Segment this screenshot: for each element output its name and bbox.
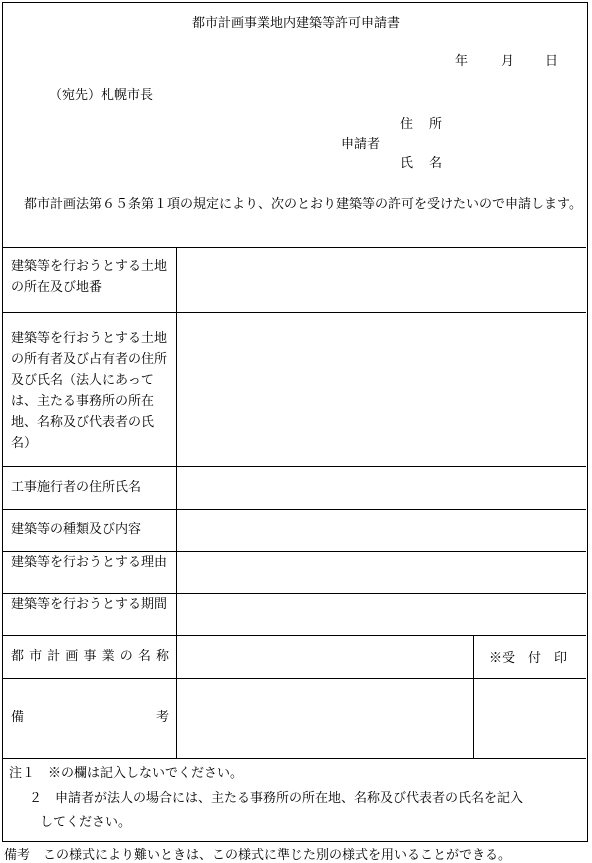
table-border [3,551,586,552]
table-border [3,593,586,594]
table-border [3,678,586,679]
applicant-name-label: 氏名 [400,156,459,171]
table-border [3,466,586,467]
date-year: 年 [455,54,469,69]
note-2-line1: ２ 申請者が法人の場合には、主たる事務所の所在地、名称及び代表者の氏名を記入 [29,791,524,806]
note-1: 注１ ※の欄は記入しないでください。 [9,766,244,781]
note-2-line2: してください。 [40,815,132,830]
row-label-reason: 建築等を行おうとする理由 [11,555,168,570]
reception-stamp-label: ※受 付 印 [489,651,568,666]
application-statement: 都市計画法第６５条第１項の規定により、次のとおり建築等の許可を受けたいので申請します。 [24,197,582,212]
form-title: 都市計画事業地内建築等許可申請書 [191,16,400,31]
table-border [3,758,586,759]
date-month: 月 [501,54,515,69]
row-label-type: 建築等の種類及び内容 [11,522,142,537]
table-border [3,312,586,313]
date-day: 日 [545,54,559,69]
row-label-owner: 建築等を行おうとする土地の所有者及び占有者の住所及び氏名（法人にあっては、主たる事務所の所在地、名称及び代表者の氏名） [11,331,168,451]
form-frame [2,2,588,842]
row-label-project-name: 都市計画事業の名称 [11,649,169,664]
row-label-period: 建築等を行おうとする期間 [11,597,168,612]
row-label-location: 建築等を行おうとする土地の所在及び地番 [11,259,168,295]
applicant-label: 申請者 [341,137,381,152]
applicant-address-label: 住所 [400,117,459,132]
table-border [3,635,586,636]
row-label-contractor: 工事施行者の住所氏名 [11,480,142,495]
row-label-remarks: 備考 [11,710,169,725]
table-border [176,247,177,758]
table-border [473,635,474,758]
table-border [3,509,586,510]
addressee: （宛先）札幌市長 [49,88,154,103]
table-border [3,247,586,248]
form-footer: 備考 この様式により難いときは、この様式に準じた別の様式を用いることができる。 [4,848,512,863]
